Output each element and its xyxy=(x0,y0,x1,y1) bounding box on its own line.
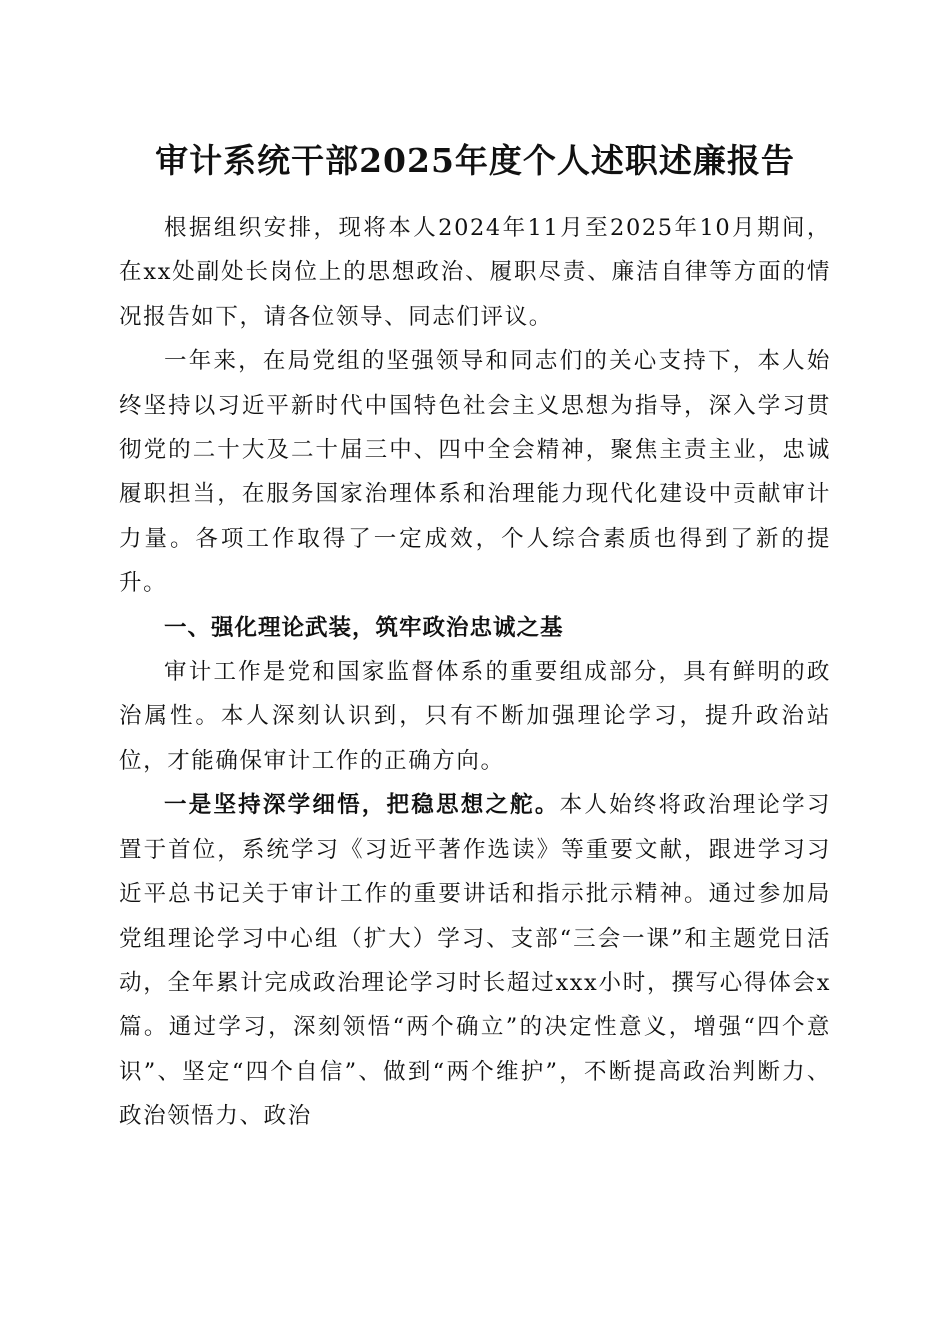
document-title: 审计系统干部2025年度个人述职述廉报告 xyxy=(155,141,795,180)
intro-paragraph: 根据组织安排，现将本人2024年11月至2025年10月期间，在xx处副处长岗位上的思想政治、履职尽责、廉洁自律等方面的情况报告如下，请各位领导、同志们评议。 xyxy=(119,215,831,330)
document-body xyxy=(119,206,831,1139)
section-intro-paragraph: 审计工作是党和国家监督体系的重要组成部分，具有鲜明的政治属性。本人深刻认识到，只有不断加强理论学习，提升政治站位，才能确保审计工作的正确方向。 xyxy=(119,659,831,774)
item-text: 本人始终将政治理论学习置于首位，系统学习《习近平著作选读》等重要文献，跟进学习习近平总书记关于审计工作的重要讲话和指示批示精神。通过参加局党组理论学习中心组（扩大）学习、支部“三会一课”和主题党日活动，全年累计完成政治理论学习时长超过xxx小时，撰写心得体会x篇。通过学习，深刻领悟“两个确立”的决定性意义，增强“四个意识”、坚定“四个自信”、做到“两个维护”，不断提高政治判断力、政治领悟力、政治 xyxy=(119,792,831,1130)
section-heading: 一、强化理论武装，筑牢政治忠诚之基 xyxy=(164,614,564,641)
item-lead: 一是坚持深学细悟，把稳思想之舵。 xyxy=(164,792,560,819)
summary-paragraph: 一年来，在局党组的坚强领导和同志们的关心支持下，本人始终坚持以习近平新时代中国特色社会主义思想为指导，深入学习贯彻党的二十大及二十届三中、四中全会精神，聚焦主责主业，忠诚履职担当，在服务国家治理体系和治理能力现代化建设中贡献审计力量。各项工作取得了一定成效，个人综合素质也得到了新的提升。 xyxy=(119,348,831,597)
section-item-paragraph xyxy=(119,783,831,1138)
